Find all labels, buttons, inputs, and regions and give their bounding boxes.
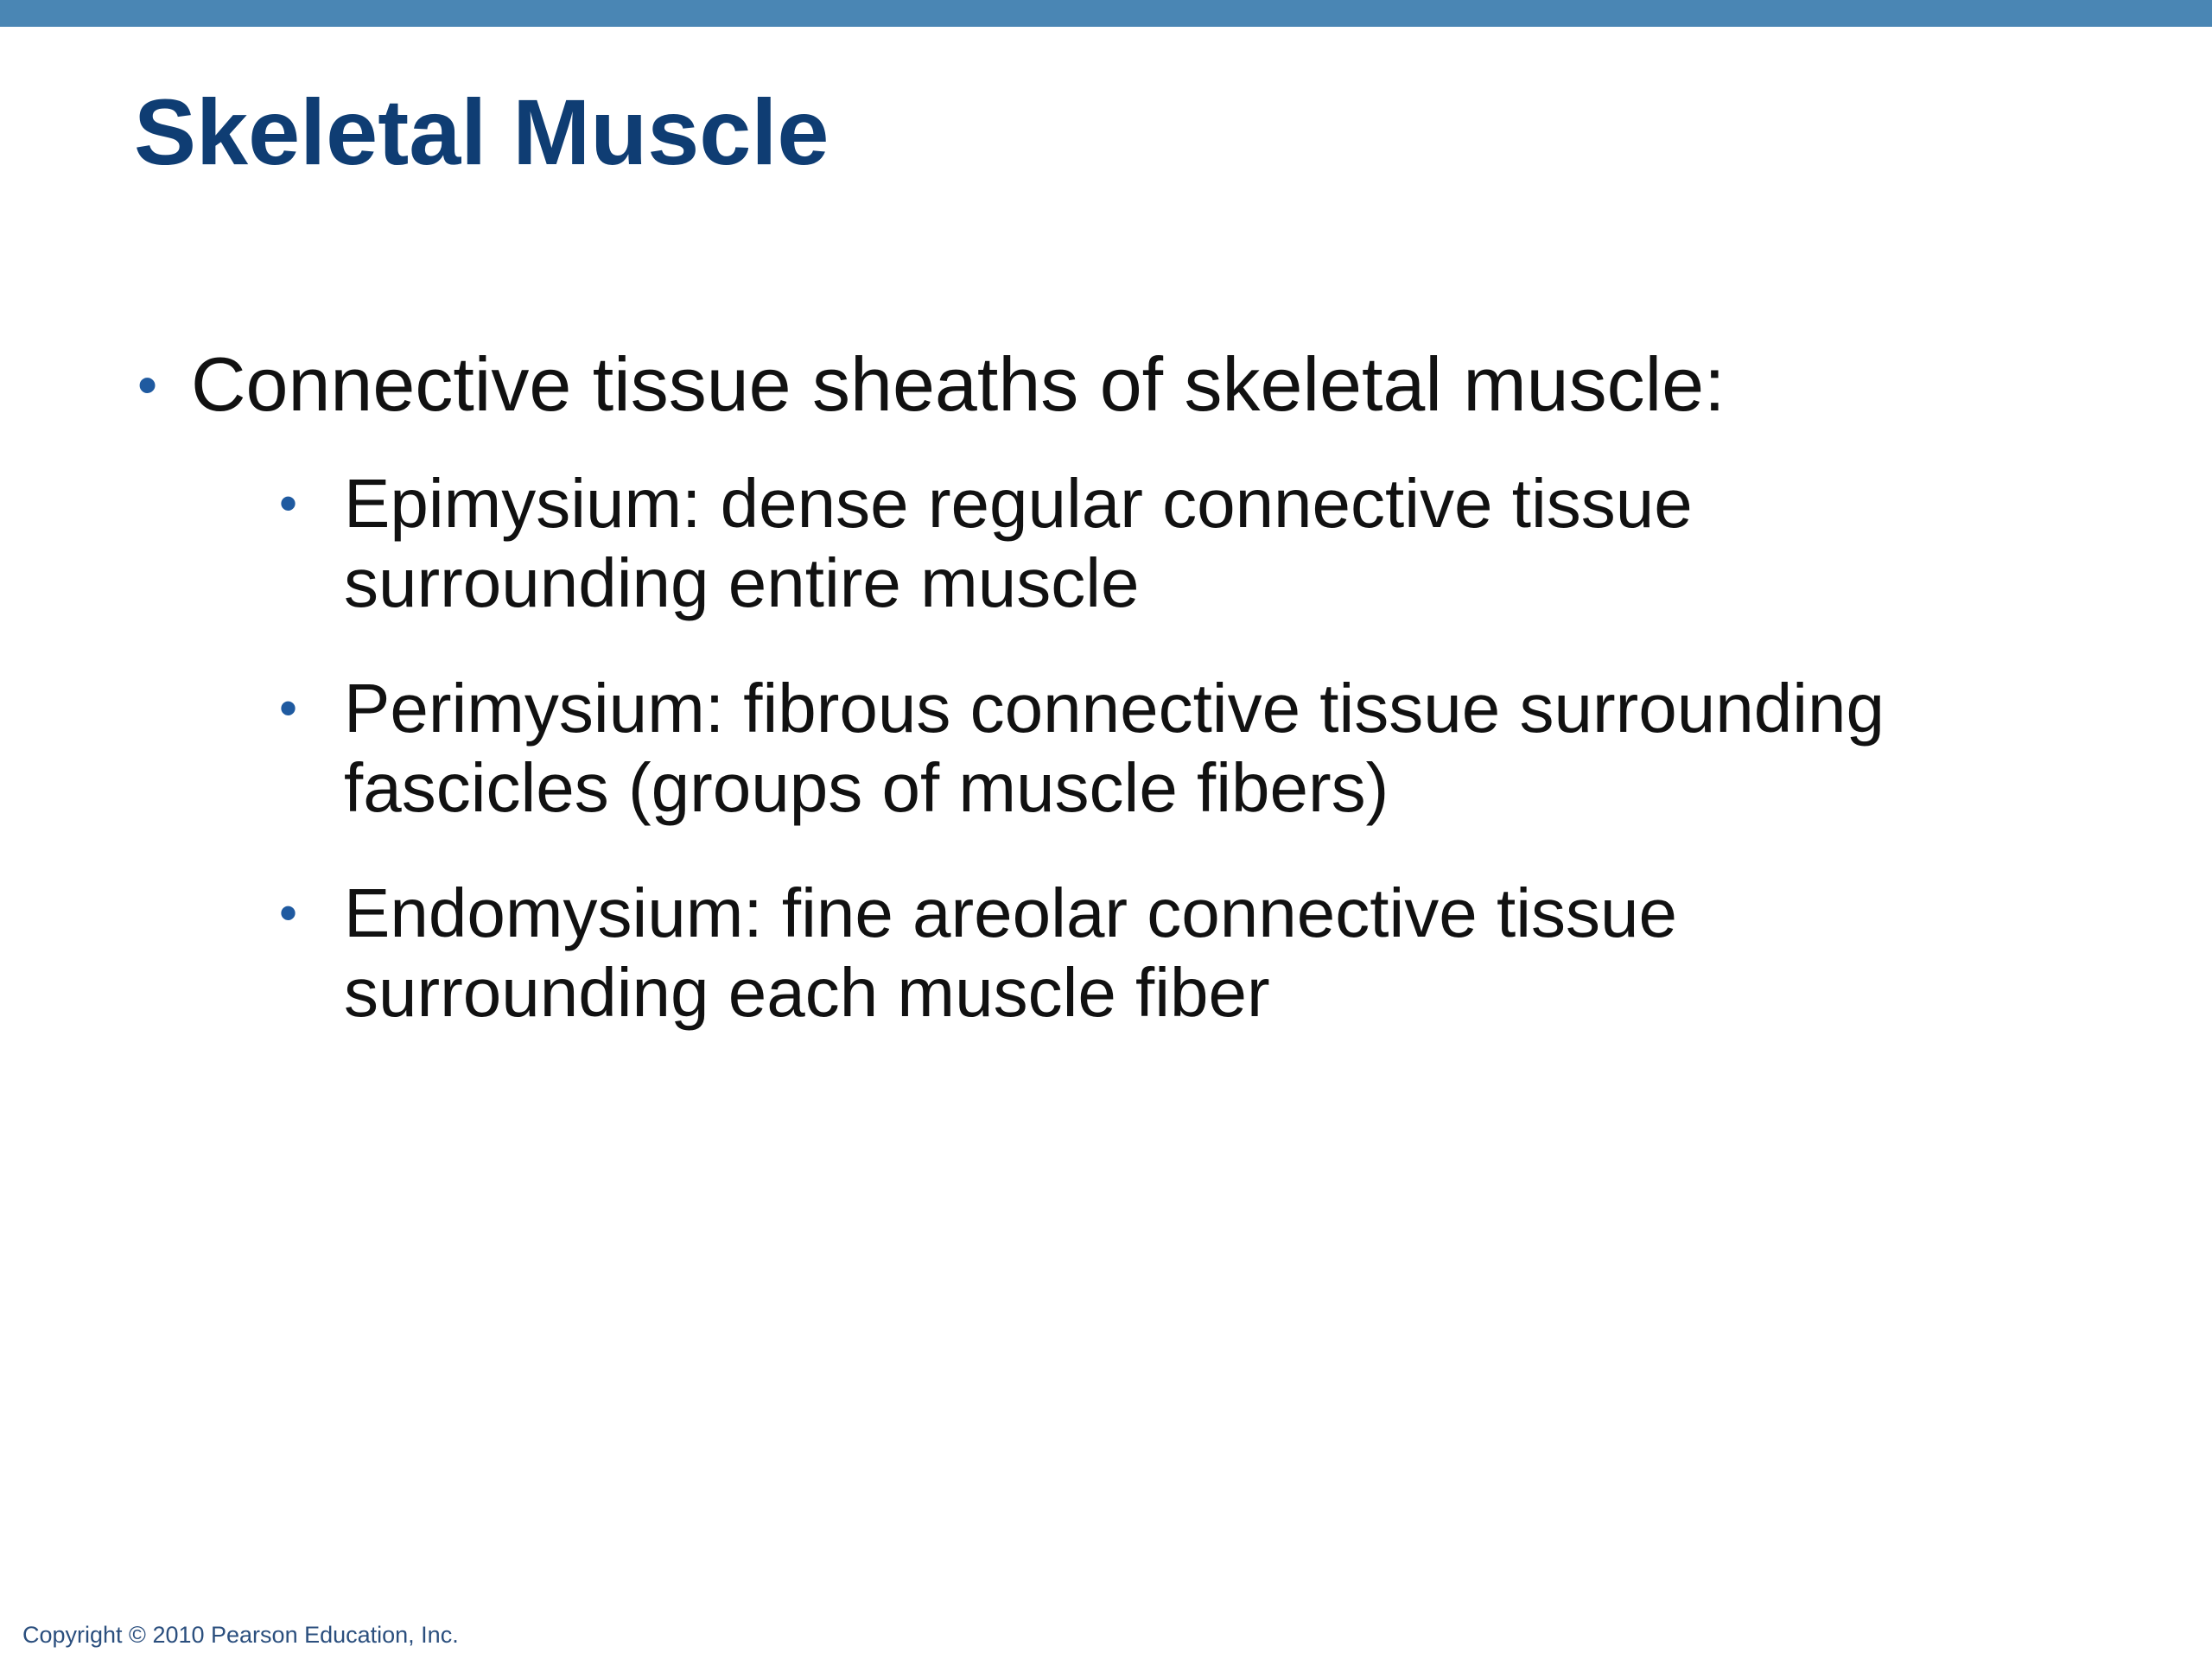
bullet-list <box>134 341 2078 1078</box>
bullet-dot-icon: • <box>137 353 158 416</box>
bullet-text: Connective tissue sheaths of skeletal muscle: <box>191 341 1726 427</box>
sub-bullet-line: Endomysium: fine areolar connective tissue <box>344 874 1677 951</box>
sub-bullet-line: surrounding entire muscle <box>344 544 1140 621</box>
copyright-notice: Copyright © 2010 Pearson Education, Inc. <box>22 1622 459 1648</box>
sub-bullet-epimysium <box>277 464 2078 623</box>
sub-bullet-dot-icon: • <box>279 884 298 942</box>
sub-bullet-endomysium <box>277 874 2078 1033</box>
sub-bullet-dot-icon: • <box>279 474 298 532</box>
slide-title: Skeletal Muscle <box>134 79 830 184</box>
sub-bullet-perimysium <box>277 669 2078 828</box>
top-accent-bar <box>0 0 2212 27</box>
sub-bullet-line: fascicles (groups of muscle fibers) <box>344 749 1389 826</box>
sub-bullet-list <box>191 464 2078 1033</box>
sub-bullet-line: surrounding each muscle fiber <box>344 954 1270 1031</box>
sub-bullet-line: Epimysium: dense regular connective tissue <box>344 465 1693 542</box>
sub-bullet-dot-icon: • <box>279 679 298 737</box>
sub-bullet-line: Perimysium: fibrous connective tissue surrounding <box>344 670 1885 747</box>
bullet-item-main <box>134 341 2078 1033</box>
